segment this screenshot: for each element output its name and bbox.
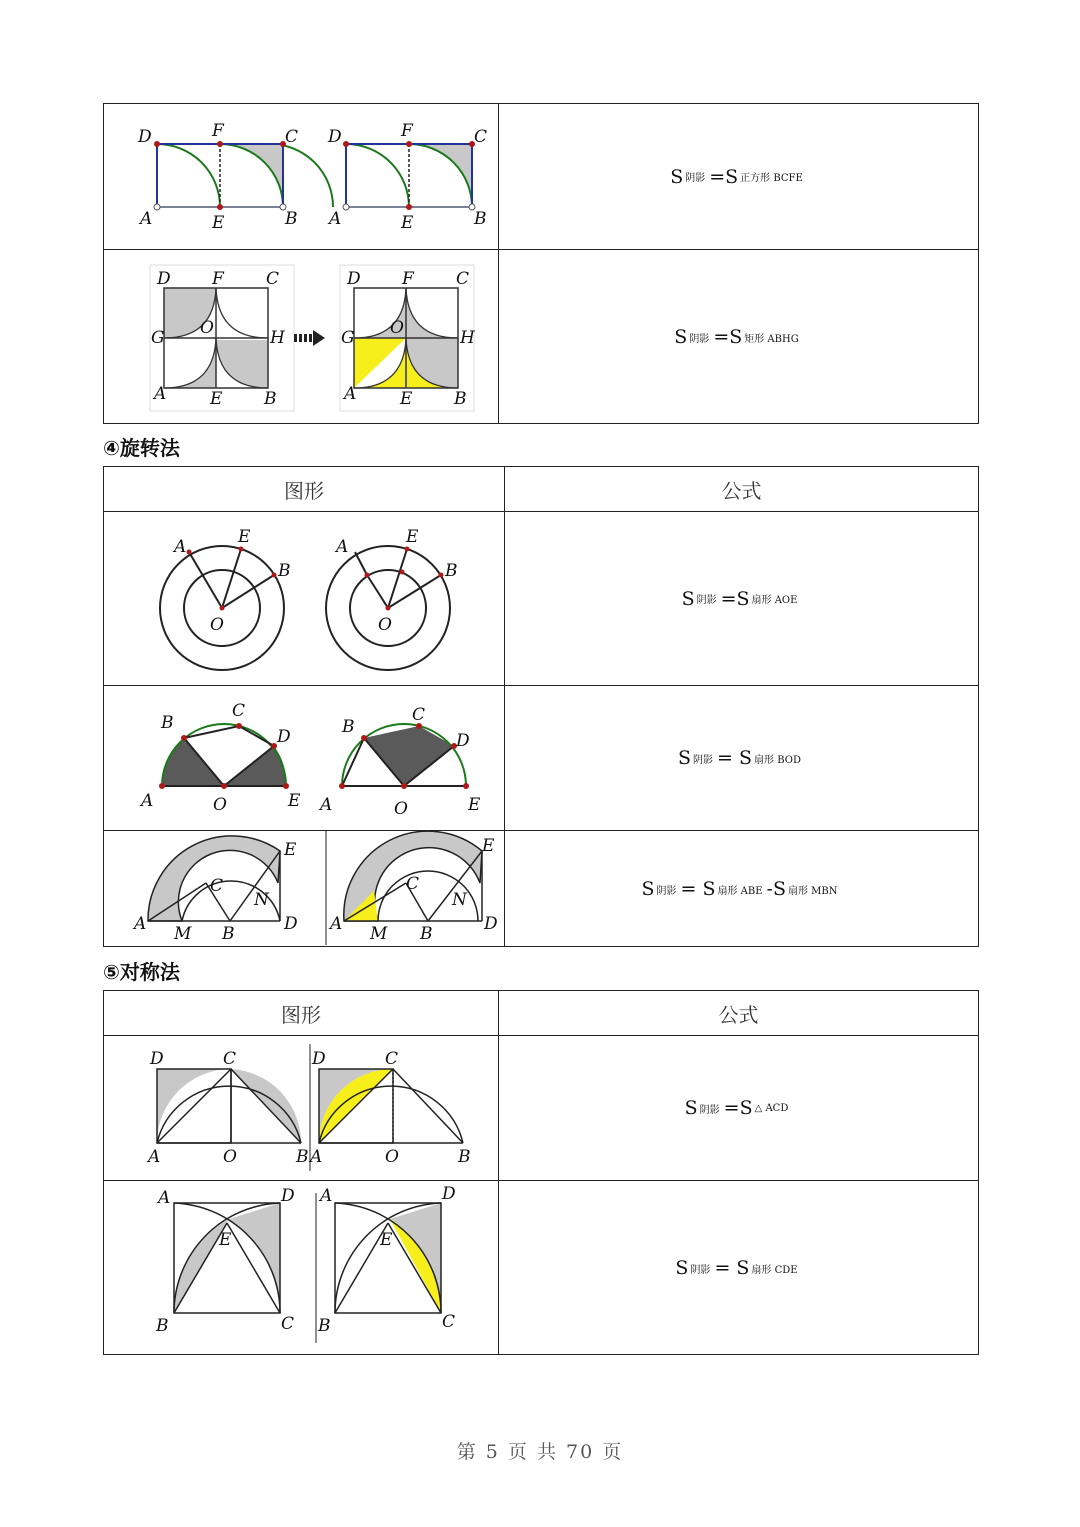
formula-s: S	[684, 1097, 698, 1119]
label: A	[140, 209, 153, 229]
label: D	[157, 269, 171, 289]
label: O	[378, 615, 392, 635]
label: A	[320, 1186, 333, 1206]
label: C	[285, 127, 299, 147]
formula-cell	[499, 250, 978, 424]
label: D	[484, 914, 498, 934]
label: G	[341, 328, 355, 348]
figure-cell	[104, 1181, 499, 1355]
formula-sub: 扇形 CDE	[751, 1264, 798, 1276]
label: G	[151, 328, 165, 348]
label: E	[210, 389, 223, 409]
figure-square-two-arcs	[104, 1181, 497, 1353]
formula-sub: 阴影	[696, 595, 717, 606]
label: A	[310, 1147, 323, 1167]
figure-concentric-circles	[104, 512, 503, 684]
label: O	[210, 615, 224, 635]
table-rotation	[103, 466, 979, 947]
label: O	[385, 1147, 399, 1167]
label: C	[281, 1314, 295, 1334]
label: C	[223, 1049, 237, 1069]
label: D	[456, 731, 470, 751]
label: B	[342, 717, 355, 737]
figure-half-square	[104, 1036, 497, 1179]
figure-cell	[104, 250, 499, 424]
label: M	[370, 924, 388, 944]
label: A	[141, 791, 154, 811]
label: A	[330, 914, 343, 934]
formula-sub: 扇形 MBN	[787, 885, 838, 897]
label: B	[161, 713, 174, 733]
table-header	[104, 467, 978, 512]
header-figure: 图形	[104, 467, 505, 511]
label: C	[210, 876, 224, 896]
label: E	[212, 213, 225, 233]
formula-eq: =S	[723, 1097, 753, 1119]
table-row	[104, 1181, 978, 1355]
label: F	[212, 121, 224, 141]
table-row	[104, 104, 978, 250]
label: A	[336, 537, 349, 557]
header-figure: 图形	[104, 991, 499, 1035]
header-formula: 公式	[718, 1002, 759, 1027]
label: E	[400, 389, 413, 409]
label: O	[390, 318, 404, 338]
label: H	[270, 328, 285, 348]
label: O	[394, 799, 408, 819]
table-top	[103, 103, 979, 424]
label: B	[474, 209, 487, 229]
formula-eq: =S	[713, 326, 743, 348]
label: E	[406, 527, 419, 547]
label: H	[460, 328, 475, 348]
label: O	[200, 318, 214, 338]
label: A	[320, 795, 333, 815]
label: F	[402, 269, 414, 289]
figure-cell	[104, 1036, 499, 1180]
label: B	[318, 1316, 331, 1336]
formula-cell	[499, 1181, 978, 1355]
formula-sub: △ ACD	[754, 1102, 789, 1114]
formula-sub: 扇形 BOD	[754, 754, 801, 766]
label: E	[238, 527, 251, 547]
label: A	[344, 384, 357, 404]
arrow-icon	[294, 330, 325, 346]
formula-sub: 阴影	[699, 1104, 720, 1116]
label: N	[452, 890, 467, 910]
label: B	[296, 1147, 309, 1167]
formula-s: S	[670, 165, 684, 188]
label: O	[223, 1147, 237, 1167]
formula-eq: =S	[709, 165, 739, 188]
table-symmetry	[103, 990, 979, 1355]
label: D	[138, 127, 152, 147]
formula-s: S	[674, 326, 688, 348]
section-title: ④旋转法	[103, 436, 180, 460]
table-header	[104, 991, 978, 1036]
label: C	[456, 269, 470, 289]
label: E	[284, 840, 297, 860]
figure-square-arcs	[104, 104, 497, 248]
formula-eq: = S	[717, 747, 753, 769]
figure-semicircle	[104, 686, 503, 829]
label: B	[445, 561, 458, 581]
figure-cell	[104, 104, 499, 249]
figure-cell	[104, 512, 505, 685]
formula-sub: 扇形 AOE	[751, 595, 798, 606]
label: B	[222, 924, 235, 944]
label: C	[442, 1312, 456, 1332]
formula-eq: = S	[680, 878, 716, 900]
figure-square-split	[104, 250, 497, 422]
label: A	[329, 209, 342, 229]
section-title: ⑤对称法	[103, 960, 180, 984]
formula-eq: = S	[714, 1257, 750, 1279]
label: M	[174, 924, 192, 944]
formula-sub: 阴影	[693, 754, 714, 766]
figure-cell	[104, 831, 505, 947]
formula-s: S	[641, 878, 655, 900]
label: D	[284, 914, 298, 934]
table-row	[104, 831, 978, 947]
label: A	[148, 1147, 161, 1167]
formula-sub: 阴影	[685, 173, 706, 184]
label: A	[154, 384, 167, 404]
formula-cell	[505, 512, 978, 685]
formula-cell	[499, 104, 978, 249]
formula-cell	[505, 686, 978, 830]
label: E	[468, 795, 481, 815]
label: B	[420, 924, 433, 944]
label: E	[401, 213, 414, 233]
label: D	[277, 727, 291, 747]
table-row	[104, 1036, 978, 1181]
formula-eq: =S	[720, 587, 750, 610]
formula-sub: 阴影	[689, 333, 710, 345]
formula-s: S	[675, 1257, 689, 1279]
formula-sub: 正方形 BCFE	[740, 173, 803, 184]
label: D	[281, 1186, 295, 1206]
label: A	[158, 1188, 171, 1208]
label: C	[385, 1049, 399, 1069]
header-formula: 公式	[721, 478, 762, 503]
label: D	[328, 127, 342, 147]
label: D	[442, 1184, 456, 1204]
formula-sub: 阴影	[690, 1264, 711, 1276]
table-row	[104, 250, 978, 424]
formula-sub: 矩形 ABHG	[744, 333, 799, 345]
label: F	[401, 121, 413, 141]
formula-cell	[505, 831, 978, 947]
label: C	[266, 269, 280, 289]
label: C	[406, 874, 420, 894]
label: E	[380, 1230, 393, 1250]
label: A	[174, 537, 187, 557]
label: A	[134, 914, 147, 934]
formula-minus: -S	[766, 878, 786, 900]
label: B	[454, 389, 467, 409]
formula-sub: 阴影	[656, 885, 677, 897]
label: C	[412, 705, 426, 725]
label: N	[254, 890, 269, 910]
page-number: 第 5 页 共 70 页	[456, 1441, 624, 1463]
label: B	[156, 1316, 169, 1336]
formula-s: S	[678, 747, 692, 769]
label: C	[232, 701, 246, 721]
label: B	[278, 561, 291, 581]
label: D	[312, 1049, 326, 1069]
formula-sub: 扇形 ABE	[717, 885, 763, 897]
label: B	[264, 389, 277, 409]
label: E	[219, 1230, 232, 1250]
table-row	[104, 686, 978, 831]
label: D	[150, 1049, 164, 1069]
formula-cell	[499, 1036, 978, 1180]
figure-cell	[104, 686, 505, 830]
label: B	[285, 209, 298, 229]
label: F	[212, 269, 224, 289]
table-row	[104, 512, 978, 686]
label: E	[482, 836, 495, 856]
label: E	[288, 791, 301, 811]
figure-annular-sector	[104, 831, 503, 945]
label: B	[458, 1147, 471, 1167]
label: C	[474, 127, 488, 147]
label: D	[347, 269, 361, 289]
formula-s: S	[681, 587, 695, 610]
label: O	[213, 795, 227, 815]
